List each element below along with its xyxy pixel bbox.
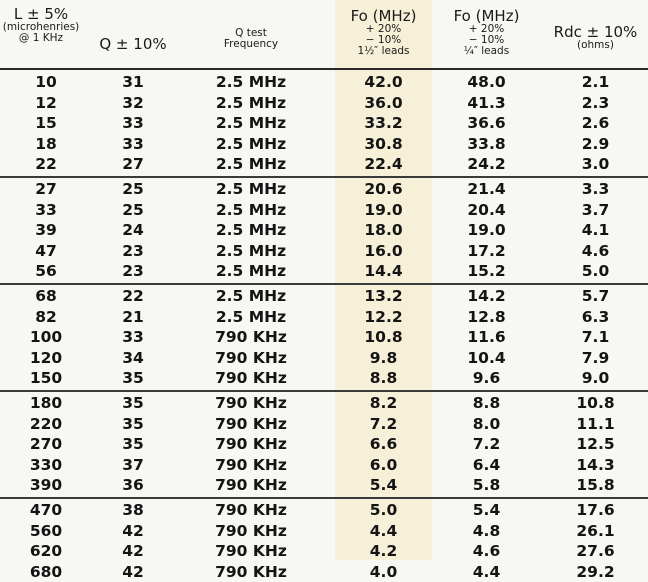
header-fo-1-5in	[335, 8, 432, 57]
cell-q: 25	[122, 180, 144, 198]
cell-rdc: 2.3	[581, 93, 610, 112]
table-row	[0, 434, 648, 454]
cell-inductance: 390	[29, 476, 63, 495]
cell-fo-quarter-in: 19.0	[467, 221, 506, 240]
cell-q-test-frequency: 2.5 MHz	[215, 307, 287, 326]
cell-q: 35	[122, 369, 144, 388]
cell-rdc: 4.1	[581, 221, 610, 240]
cell-fo-1-5in: 19.0	[364, 200, 403, 219]
cell-q-test-frequency: 790 KHz	[215, 328, 287, 347]
table-row	[0, 500, 648, 520]
header-q-test-line1: Q test	[235, 27, 267, 39]
cell-q-test-frequency: 2.5 MHz	[215, 180, 287, 198]
cell-q: 24	[122, 221, 144, 240]
header-inductance-unit: (microhenries)	[2, 21, 80, 33]
header-fo1-title: Fo (MHz)	[350, 7, 417, 25]
cell-rdc: 12.5	[576, 435, 615, 454]
cell-q: 33	[122, 134, 144, 153]
cell-fo-1-5in: 9.8	[369, 348, 398, 367]
header-fo1-minus: − 10%	[365, 34, 402, 46]
cell-fo-1-5in: 7.2	[369, 414, 398, 433]
group-divider	[0, 176, 648, 178]
cell-q-test-frequency: 790 KHz	[215, 414, 287, 433]
cell-inductance: 47	[35, 241, 57, 260]
header-rdc-title: Rdc ± 10%	[553, 23, 638, 41]
cell-q-test-frequency: 790 KHz	[215, 501, 287, 519]
cell-fo-1-5in: 13.2	[364, 287, 403, 305]
group-divider	[0, 283, 648, 285]
cell-q-test-frequency: 2.5 MHz	[215, 241, 287, 260]
cell-inductance: 100	[29, 328, 63, 347]
cell-fo-1-5in: 10.8	[364, 328, 403, 347]
cell-q-test-frequency: 2.5 MHz	[215, 134, 287, 153]
cell-fo-quarter-in: 6.4	[472, 455, 501, 474]
cell-rdc: 26.1	[576, 521, 615, 540]
header-rdc-unit: (ohms)	[577, 39, 614, 51]
cell-fo-quarter-in: 4.8	[472, 521, 501, 540]
cell-fo-1-5in: 4.2	[369, 542, 398, 561]
cell-q-test-frequency: 790 KHz	[215, 348, 287, 367]
cell-rdc: 9.0	[581, 369, 610, 388]
cell-q: 27	[122, 155, 144, 174]
cell-q-test-frequency: 2.5 MHz	[215, 287, 287, 305]
header-inductance-title: L ± 5%	[13, 5, 69, 23]
cell-q: 37	[122, 455, 144, 474]
cell-rdc: 15.8	[576, 476, 615, 495]
cell-inductance: 22	[35, 155, 57, 174]
cell-q: 42	[122, 562, 144, 581]
cell-fo-quarter-in: 5.8	[472, 476, 501, 495]
table-row	[0, 113, 648, 133]
table-row	[0, 307, 648, 327]
cell-fo-1-5in: 20.6	[364, 180, 403, 198]
table-row	[0, 521, 648, 541]
cell-fo-1-5in: 5.4	[369, 476, 398, 495]
cell-rdc: 14.3	[576, 455, 615, 474]
cell-q: 33	[122, 114, 144, 133]
cell-q-test-frequency: 790 KHz	[215, 476, 287, 495]
header-fo2-minus: − 10%	[468, 34, 505, 46]
cell-q: 21	[122, 307, 144, 326]
cell-q: 42	[122, 542, 144, 561]
cell-q: 35	[122, 394, 144, 412]
cell-inductance: 82	[35, 307, 57, 326]
cell-q-test-frequency: 790 KHz	[215, 435, 287, 454]
cell-q: 23	[122, 262, 144, 281]
header-rdc	[548, 24, 643, 51]
table-row	[0, 72, 648, 92]
cell-fo-1-5in: 12.2	[364, 307, 403, 326]
table-row	[0, 541, 648, 561]
cell-q: 36	[122, 476, 144, 495]
cell-fo-quarter-in: 21.4	[467, 180, 506, 198]
cell-fo-quarter-in: 20.4	[467, 200, 506, 219]
cell-rdc: 5.7	[581, 287, 610, 305]
cell-q-test-frequency: 790 KHz	[215, 369, 287, 388]
table-row	[0, 286, 648, 306]
table-row	[0, 348, 648, 368]
cell-fo-1-5in: 6.0	[369, 455, 398, 474]
table-row	[0, 455, 648, 475]
cell-fo-quarter-in: 48.0	[467, 73, 506, 91]
cell-inductance: 10	[35, 73, 57, 91]
table-row	[0, 368, 648, 388]
table-row	[0, 200, 648, 220]
header-fo1-plus: + 20%	[365, 23, 402, 35]
cell-q-test-frequency: 2.5 MHz	[215, 262, 287, 281]
header-q-test-line2: Frequency	[223, 38, 279, 50]
header-fo2-title: Fo (MHz)	[453, 7, 520, 25]
table-row	[0, 393, 648, 413]
table-row	[0, 562, 648, 582]
cell-rdc: 7.9	[581, 348, 610, 367]
cell-q: 34	[122, 348, 144, 367]
cell-inductance: 620	[29, 542, 63, 561]
cell-fo-1-5in: 14.4	[364, 262, 403, 281]
cell-fo-quarter-in: 36.6	[467, 114, 506, 133]
cell-q: 33	[122, 328, 144, 347]
cell-rdc: 4.6	[581, 241, 610, 260]
cell-inductance: 68	[35, 287, 57, 305]
cell-rdc: 10.8	[576, 394, 615, 412]
cell-inductance: 120	[29, 348, 63, 367]
cell-fo-quarter-in: 10.4	[467, 348, 506, 367]
cell-q-test-frequency: 2.5 MHz	[215, 93, 287, 112]
cell-inductance: 15	[35, 114, 57, 133]
cell-inductance: 33	[35, 200, 57, 219]
cell-fo-1-5in: 4.4	[369, 521, 398, 540]
header-fo2-plus: + 20%	[468, 23, 505, 35]
cell-q-test-frequency: 2.5 MHz	[215, 155, 287, 174]
cell-q: 42	[122, 521, 144, 540]
cell-q: 35	[122, 414, 144, 433]
cell-fo-1-5in: 36.0	[364, 93, 403, 112]
table-row	[0, 93, 648, 113]
cell-q: 32	[122, 93, 144, 112]
cell-q-test-frequency: 790 KHz	[215, 521, 287, 540]
table-row	[0, 134, 648, 154]
cell-inductance: 27	[35, 180, 57, 198]
cell-fo-quarter-in: 11.6	[467, 328, 506, 347]
cell-fo-quarter-in: 7.2	[472, 435, 501, 454]
cell-inductance: 220	[29, 414, 63, 433]
header-fo2-leads: ¼″ leads	[463, 45, 510, 57]
cell-inductance: 470	[29, 501, 63, 519]
cell-fo-quarter-in: 14.2	[467, 287, 506, 305]
cell-fo-1-5in: 16.0	[364, 241, 403, 260]
cell-rdc: 5.0	[581, 262, 610, 281]
cell-inductance: 12	[35, 93, 57, 112]
header-inductance-test: @ 1 KHz	[18, 32, 64, 44]
cell-rdc: 2.1	[581, 73, 610, 91]
cell-fo-1-5in: 8.2	[369, 394, 398, 412]
cell-q: 35	[122, 435, 144, 454]
table-row	[0, 241, 648, 261]
cell-fo-quarter-in: 4.4	[472, 562, 501, 581]
table-row	[0, 154, 648, 174]
cell-inductance: 270	[29, 435, 63, 454]
cell-rdc: 11.1	[576, 414, 615, 433]
cell-rdc: 3.7	[581, 200, 610, 219]
table-row	[0, 220, 648, 240]
cell-q-test-frequency: 790 KHz	[215, 394, 287, 412]
cell-fo-quarter-in: 33.8	[467, 134, 506, 153]
header-inductance	[0, 6, 82, 44]
header-fo-quarter-in	[438, 8, 535, 57]
table-header	[0, 0, 648, 70]
cell-q: 25	[122, 200, 144, 219]
cell-q: 23	[122, 241, 144, 260]
cell-fo-1-5in: 5.0	[369, 501, 398, 519]
cell-fo-quarter-in: 24.2	[467, 155, 506, 174]
header-q: Q ± 10%	[99, 35, 167, 53]
cell-fo-1-5in: 6.6	[369, 435, 398, 454]
cell-q-test-frequency: 2.5 MHz	[215, 114, 287, 133]
cell-q: 22	[122, 287, 144, 305]
cell-q-test-frequency: 790 KHz	[215, 455, 287, 474]
cell-fo-1-5in: 18.0	[364, 221, 403, 240]
header-divider	[0, 68, 648, 70]
table-row	[0, 261, 648, 281]
cell-rdc: 2.9	[581, 134, 610, 153]
header-fo1-leads: 1½″ leads	[357, 45, 410, 57]
cell-q: 38	[122, 501, 144, 519]
cell-inductance: 680	[29, 562, 63, 581]
cell-q-test-frequency: 2.5 MHz	[215, 73, 287, 91]
table-row	[0, 475, 648, 495]
cell-q-test-frequency: 790 KHz	[215, 562, 287, 581]
cell-fo-quarter-in: 4.6	[472, 542, 501, 561]
cell-fo-quarter-in: 17.2	[467, 241, 506, 260]
cell-fo-1-5in: 42.0	[364, 73, 403, 91]
cell-q: 31	[122, 73, 144, 91]
cell-rdc: 7.1	[581, 328, 610, 347]
cell-inductance: 150	[29, 369, 63, 388]
cell-rdc: 27.6	[576, 542, 615, 561]
group-divider	[0, 497, 648, 499]
cell-inductance: 560	[29, 521, 63, 540]
cell-inductance: 180	[29, 394, 63, 412]
cell-q-test-frequency: 2.5 MHz	[215, 221, 287, 240]
table-row	[0, 327, 648, 347]
cell-fo-quarter-in: 9.6	[472, 369, 501, 388]
cell-inductance: 56	[35, 262, 57, 281]
cell-fo-1-5in: 33.2	[364, 114, 403, 133]
cell-fo-quarter-in: 15.2	[467, 262, 506, 281]
cell-rdc: 3.0	[581, 155, 610, 174]
cell-fo-quarter-in: 8.0	[472, 414, 501, 433]
cell-rdc: 2.6	[581, 114, 610, 133]
cell-q-test-frequency: 790 KHz	[215, 542, 287, 561]
cell-fo-quarter-in: 8.8	[472, 394, 501, 412]
table-row	[0, 179, 648, 199]
cell-rdc: 6.3	[581, 307, 610, 326]
cell-rdc: 17.6	[576, 501, 615, 519]
cell-fo-1-5in: 4.0	[369, 562, 398, 581]
cell-fo-quarter-in: 41.3	[467, 93, 506, 112]
cell-fo-1-5in: 8.8	[369, 369, 398, 388]
cell-fo-1-5in: 30.8	[364, 134, 403, 153]
cell-fo-quarter-in: 5.4	[472, 501, 501, 519]
cell-inductance: 330	[29, 455, 63, 474]
header-q-test-frequency	[196, 28, 306, 50]
cell-rdc: 29.2	[576, 562, 615, 581]
cell-inductance: 18	[35, 134, 57, 153]
cell-rdc: 3.3	[581, 180, 610, 198]
cell-fo-quarter-in: 12.8	[467, 307, 506, 326]
group-divider	[0, 390, 648, 392]
table-row	[0, 414, 648, 434]
cell-q-test-frequency: 2.5 MHz	[215, 200, 287, 219]
cell-inductance: 39	[35, 221, 57, 240]
cell-fo-1-5in: 22.4	[364, 155, 403, 174]
